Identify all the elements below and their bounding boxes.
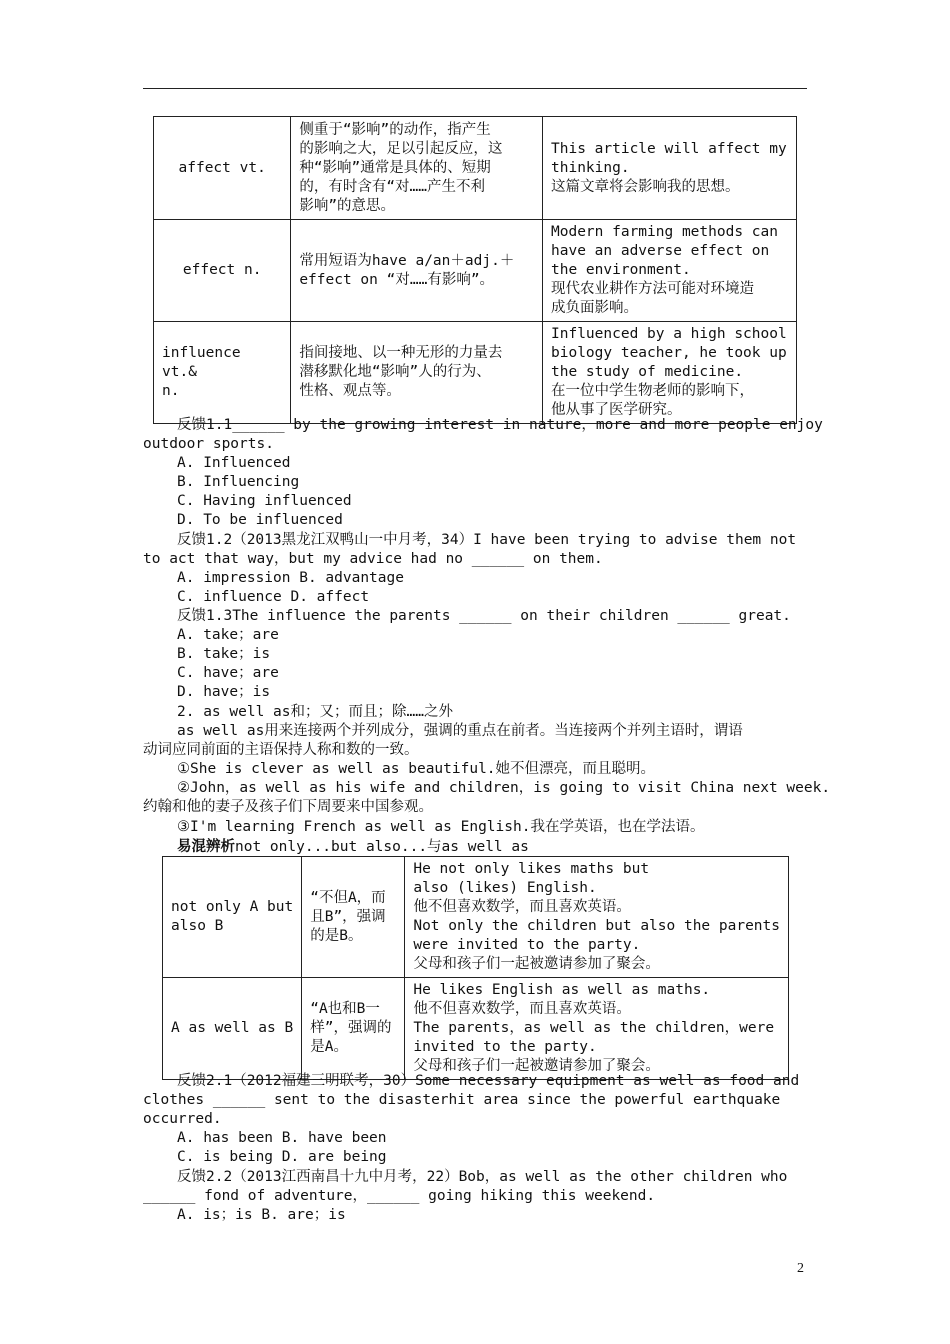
cell-line: 常用短语为have a/an＋adj.＋ <box>299 252 515 269</box>
meaning-cell <box>302 857 405 978</box>
header-rule <box>143 88 807 89</box>
example-cell <box>405 857 789 978</box>
cell-line: 影响”的意思。 <box>299 197 396 214</box>
table-row <box>163 857 789 978</box>
text-line: to act that way，but my advice had no ______ on them. <box>143 551 603 567</box>
cell-line: 父母和孩子们一起被邀请参加了聚会。 <box>413 1058 660 1074</box>
text-line: A. is；is B. are；is <box>177 1207 346 1223</box>
cell-line: The parents，as well as the children，were <box>413 1020 775 1036</box>
cell-line: “不但A，而 <box>310 889 386 906</box>
text-line: ①She is clever as well as beautiful.她不但漂亮，而且聪明。 <box>177 761 656 777</box>
phrase-cell <box>163 857 302 978</box>
cell-line: 在一位中学生物老师的影响下， <box>551 383 754 399</box>
table-row <box>163 978 789 1080</box>
text-line: C. have；are <box>177 665 279 681</box>
text-line: A. take；are <box>177 627 279 643</box>
cell-line: 指间接地、以一种无形的力量去 <box>299 345 503 361</box>
table-row <box>154 117 797 220</box>
cell-line: 的是B。 <box>310 927 363 944</box>
confusion-text: not only...but also...与as well as <box>235 839 529 855</box>
text-line: as well as用来连接两个并列成分，强调的重点在前者。当连接两个并列主语时，谓语 <box>177 723 743 739</box>
text-line: 反馈2.2（2013江西南昌十九中月考，22）Bob，as well as the other children who <box>177 1169 788 1185</box>
text-line: 反馈1.1______ by the growing interest in nature，more and more people enjoy <box>177 417 823 433</box>
table-row <box>154 220 797 322</box>
text-line: ______ fond of adventure，______ going hiking this weekend. <box>143 1188 656 1204</box>
cell-line: “A也和B一 <box>310 1001 380 1017</box>
word-cell: affect vt. <box>154 117 291 220</box>
cell-line: 他不但喜欢数学，而且喜欢英语。 <box>413 899 631 915</box>
cell-line: have an adverse effect on <box>551 243 770 259</box>
cell-line: 他从事了医学研究。 <box>551 402 682 418</box>
text-line: 动词应同前面的主语保持人称和数的一致。 <box>143 742 419 758</box>
text-line: 反馈1.2（2013黑龙江双鸭山一中月考，34）I have been trying to advise them not <box>177 532 797 548</box>
cell-line: also (likes) English. <box>413 880 597 896</box>
confusion-heading <box>177 838 529 857</box>
text-line: D. To be influenced <box>177 512 343 528</box>
cell-line: 潜移默化地“影响”人的行为、 <box>299 364 491 380</box>
cell-line: 的影响之大，足以引起反应，这 <box>299 140 503 157</box>
cell-line: 侧重于“影响”的动作，指产生 <box>299 121 491 138</box>
text-line: occurred. <box>143 1111 222 1127</box>
cell-line: 现代农业耕作方法可能对环境造 <box>551 281 754 297</box>
example-cell <box>543 322 797 424</box>
cell-line: 是A。 <box>310 1039 348 1055</box>
meaning-cell <box>291 322 543 424</box>
cell-line: 且B”，强调 <box>310 908 386 925</box>
text-line: 反馈2.1（2012福建三明联考，30）Some necessary equipment as well as food and <box>177 1073 800 1089</box>
cell-line: not only A but <box>171 899 294 915</box>
cell-line: He not only likes maths but <box>413 861 650 877</box>
cell-line: 样”，强调的 <box>310 1020 392 1036</box>
cell-line: biology teacher, he took up <box>551 345 787 361</box>
cell-line: Influenced by a high school <box>551 326 787 342</box>
text-line: 反馈1.3The influence the parents ______ on their children ______ great. <box>177 608 791 624</box>
text-line: clothes ______ sent to the disasterhit area since the powerful earthquake <box>143 1092 781 1108</box>
cell-line: He likes English as well as maths. <box>413 982 711 998</box>
cell-line: 性格、观点等。 <box>299 383 401 399</box>
text-line: 约翰和他的妻子及孩子们下周要来中国参观。 <box>143 799 433 815</box>
confusion-label: 易混辨析 <box>177 839 235 855</box>
cell-line: were invited to the party. <box>413 937 641 953</box>
phrase-comparison-table <box>162 856 789 1080</box>
meaning-cell <box>302 978 405 1080</box>
text-line: outdoor sports. <box>143 436 274 452</box>
cell-line: 种“影响”通常是具体的、短期 <box>299 159 491 176</box>
example-cell <box>543 117 797 220</box>
meaning-cell <box>291 117 543 220</box>
cell-line: This article will affect my <box>551 140 787 157</box>
cell-line: 的，有时含有“对……产生不利 <box>299 178 486 195</box>
cell-line: A as well as B <box>171 1020 294 1036</box>
text-line: A. Influenced <box>177 455 291 471</box>
cell-line: 他不但喜欢数学，而且喜欢英语。 <box>413 1001 631 1017</box>
text-line: C. Having influenced <box>177 493 352 509</box>
text-line: ③I'm learning French as well as English.我在学英语，也在学法语。 <box>177 819 705 835</box>
meaning-cell <box>291 220 543 322</box>
cell-line: thinking. <box>551 159 630 176</box>
cell-line: Modern farming methods can <box>551 224 778 240</box>
cell-line: also B <box>171 918 224 934</box>
text-line: ②John，as well as his wife and children，is going to visit China next week. <box>177 780 831 796</box>
example-cell <box>405 978 789 1080</box>
text-line: B. take；is <box>177 646 271 662</box>
cell-line: the environment. <box>551 262 691 278</box>
text-line: A. impression B. advantage <box>177 570 404 586</box>
text-line: B. Influencing <box>177 474 300 490</box>
cell-line: 这篇文章将会影响我的思想。 <box>551 178 740 195</box>
text-line: A. has been B. have been <box>177 1130 387 1146</box>
text-line: 2. as well as和；又；而且；除……之外 <box>177 704 453 720</box>
example-cell <box>543 220 797 322</box>
word-cell: influence vt.& n. <box>154 322 291 424</box>
text-line: D. have；is <box>177 684 271 700</box>
text-line: C. is being D. are being <box>177 1149 387 1165</box>
word-comparison-table <box>153 116 797 424</box>
table-row <box>154 322 797 424</box>
phrase-cell <box>163 978 302 1080</box>
cell-line: 成负面影响。 <box>551 300 638 316</box>
word-cell: effect n. <box>154 220 291 322</box>
text-line: C. influence D. affect <box>177 589 370 605</box>
cell-line: Not only the children but also the parents <box>413 918 780 934</box>
cell-line: 父母和孩子们一起被邀请参加了聚会。 <box>413 956 660 972</box>
cell-line: effect on “对……有影响”。 <box>299 271 495 288</box>
cell-line: invited to the party. <box>413 1039 597 1055</box>
cell-line: the study of medicine. <box>551 364 744 380</box>
page-number: 2 <box>797 1261 804 1276</box>
